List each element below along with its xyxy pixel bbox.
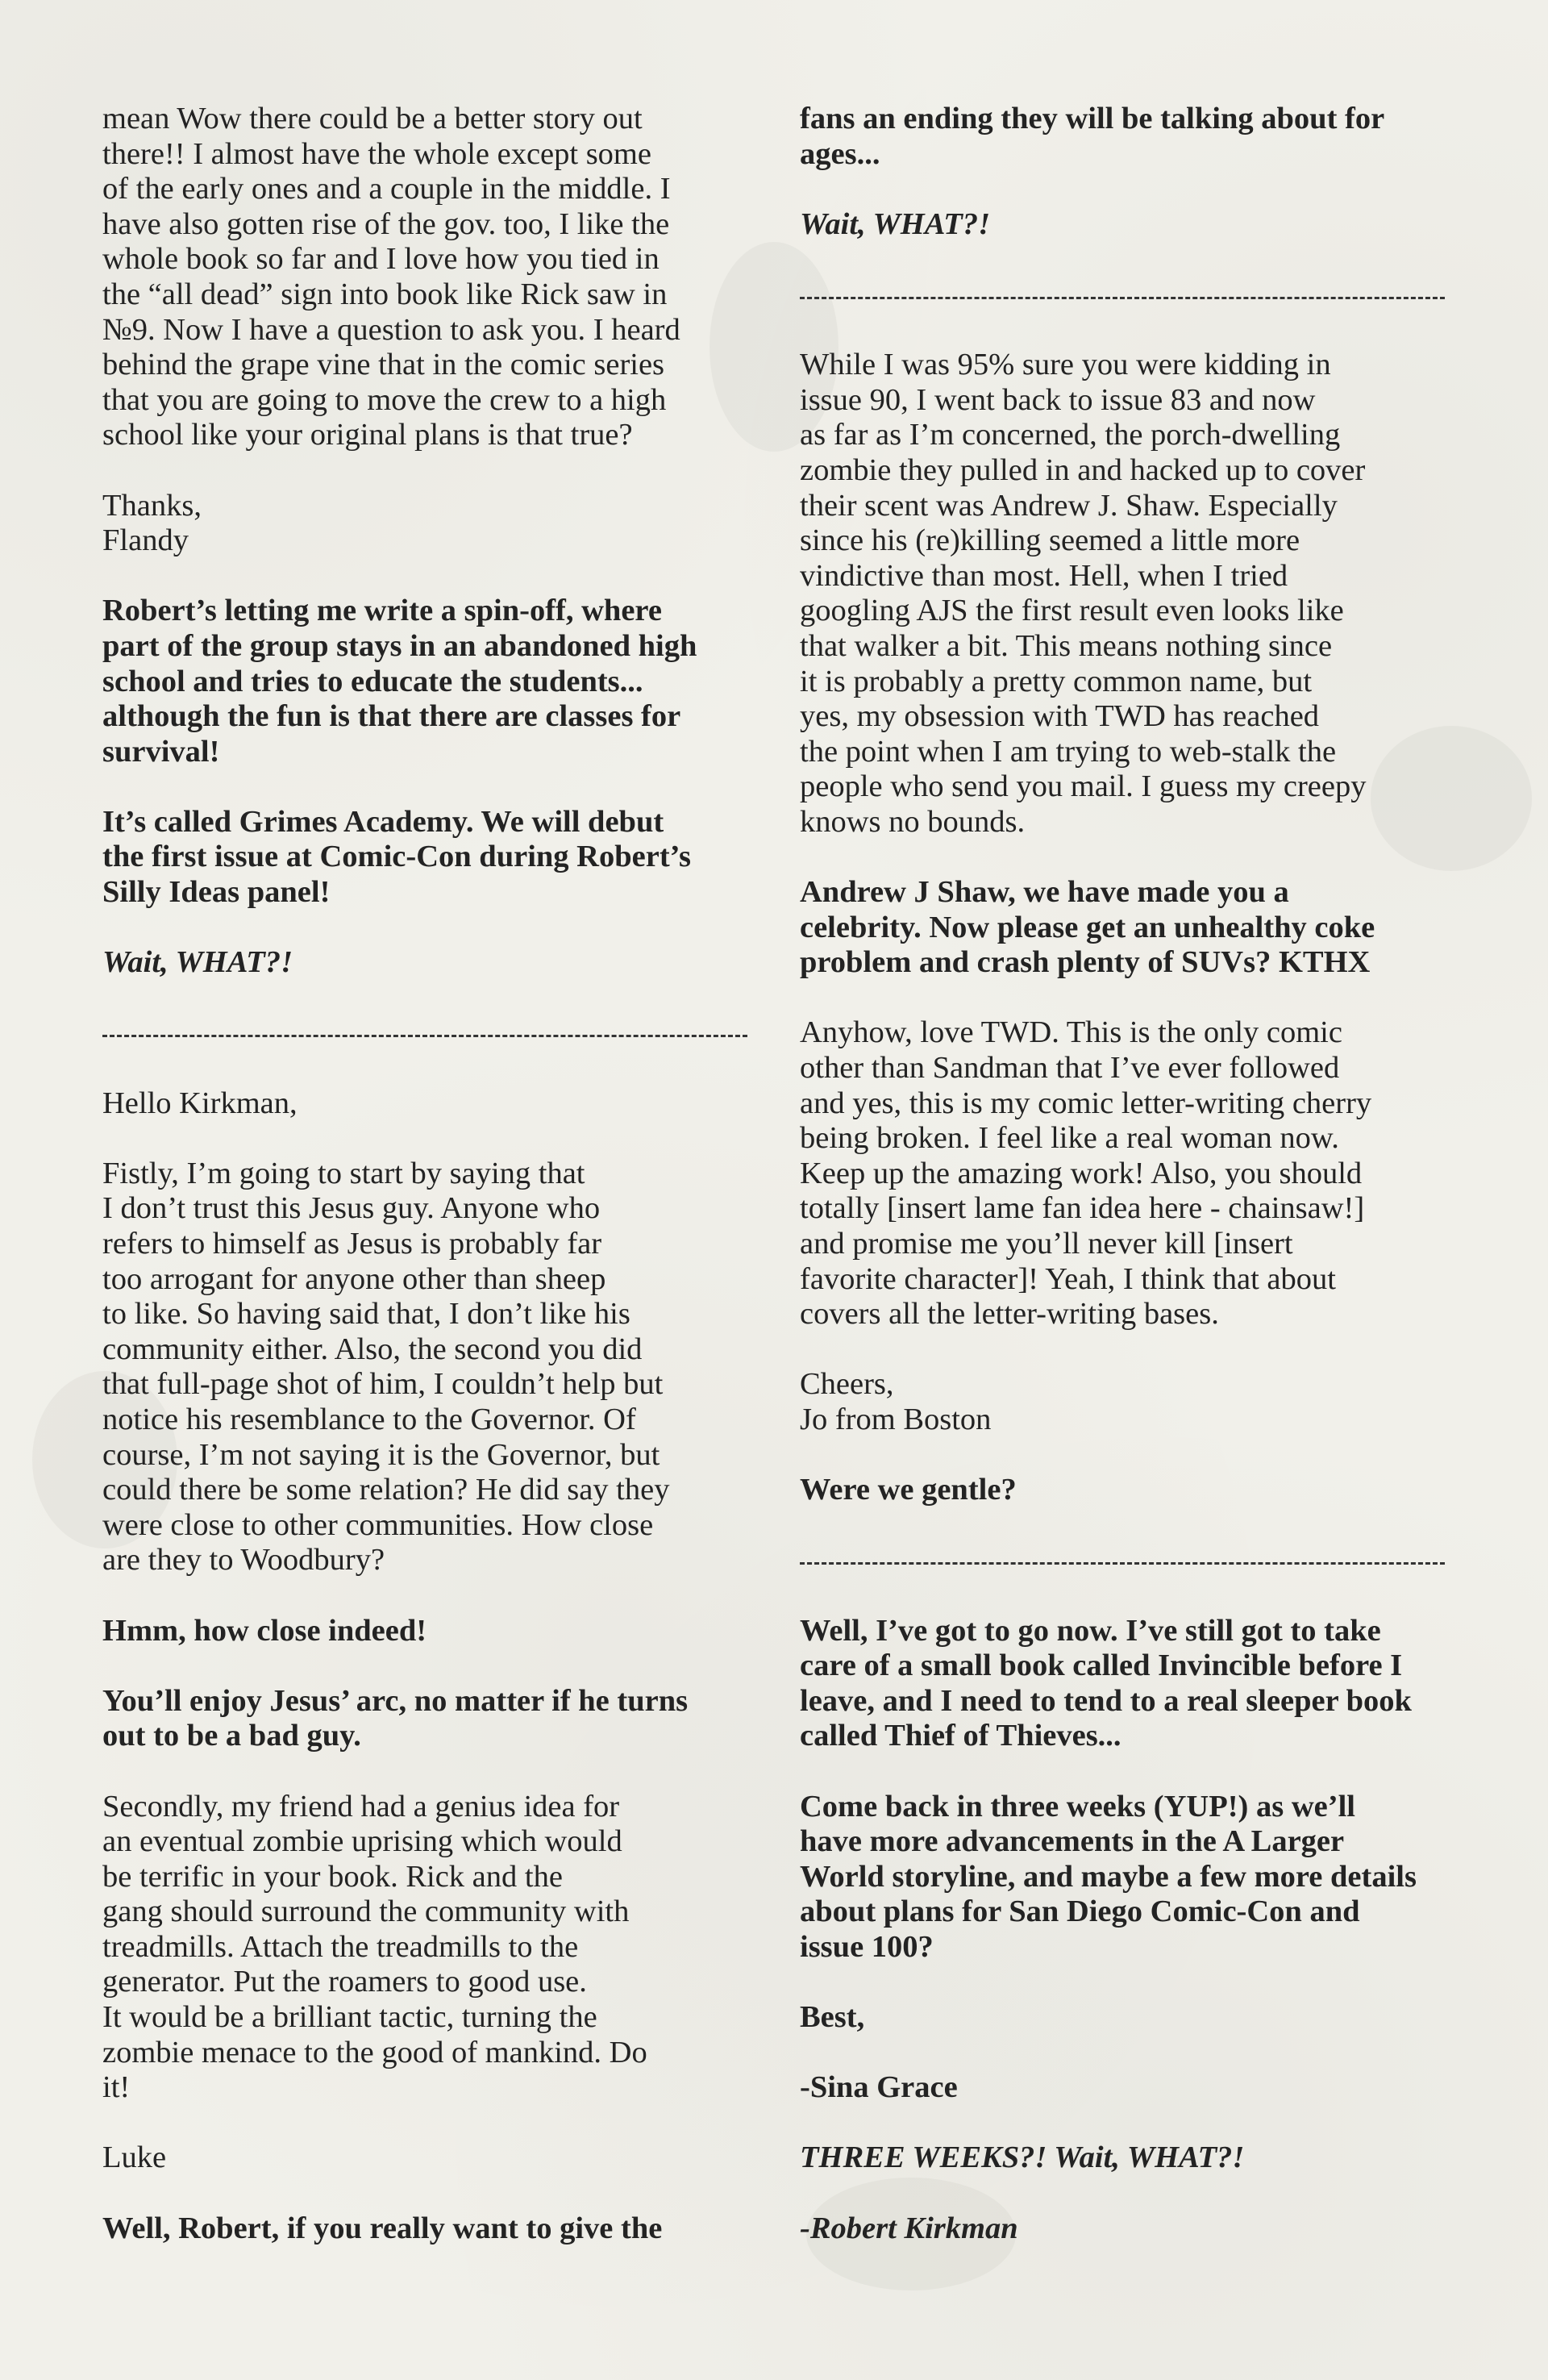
editor-reply: It’s called Grimes Academy. We will debut the first issue at Comic-Con during Robert’s Silly Ideas panel! <box>102 804 692 910</box>
letter-paragraph: mean Wow there could be a better story out there!! I almost have the whole except some of the early ones and a couple in the middle. I have also gotten rise of the gov. too, I like the whole book so far and I love how you tied in the “all dead” sign into book like Rick saw in №9. Now I have a question to ask you. I heard behind the grape vine that in the comic series that you are going to move the crew to a high school like your original plans is that true? <box>102 102 680 452</box>
editor-reply: Hmm, how close indeed! <box>102 1613 427 1648</box>
editor-reply: fans an ending they will be talking about for ages... <box>800 102 1385 171</box>
letter-signature: Luke <box>102 2140 167 2175</box>
closing-salutation: Best, <box>800 2000 865 2035</box>
letter-paragraph: Secondly, my friend had a genius idea for an eventual zombie uprising which would be terrific in your book. Rick and the gang should surround the community with treadmills. Attach the treadmills to the generator. Put the roamers to good use. It would be a brilliant tactic, turning the zombie menace to the good of mankind. Do it! <box>102 1789 647 2105</box>
letter-paragraph: Fistly, I’m going to start by saying that I don’t trust this Jesus guy. Anyone who refers to himself as Jesus is probably far too arrogant for anyone other than sheep to like. So having said that, I don’t like his community either. Also, the second you did that full-page shot of him, I couldn’t help but notice his resemblance to the Governor. Of course, I’m not saying it is the Governor, but could there be some relation? He did say they were close to other communities. How close are they to Woodbury? <box>102 1156 670 1578</box>
letter-paragraph: While I was 95% sure you were kidding in issue 90, I went back to issue 83 and now as far as I’m concerned, the porch-dwelling zombie they pulled in and hacked up to cover their scent was Andrew J. Shaw. Especially since his (re)killing seemed a little more vindictive than most. Hell, when I tried googling AJS the first result even looks like that walker a bit. This means nothing since it is probably a pretty common name, but yes, my obsession with TWD has reached the point when I am trying to web-stalk the people who send you mail. I guess my creepy knows no bounds. <box>800 348 1367 839</box>
closing-signature: -Robert Kirkman <box>800 2211 1018 2245</box>
section-divider <box>800 1543 1445 1578</box>
right-column <box>800 102 1445 2246</box>
editor-tagline: THREE WEEKS?! Wait, WHAT?! <box>800 2140 1245 2175</box>
editor-reply: You’ll enjoy Jesus’ arc, no matter if he turns out to be a bad guy. <box>102 1683 689 1753</box>
closing-paragraph: Well, I’ve got to go now. I’ve still got to take care of a small book called Invincible before I leave, and I need to tend to a real sleeper book called Thief of Thieves... <box>800 1613 1412 1753</box>
letter-greeting: Hello Kirkman, <box>102 1086 298 1120</box>
editor-reply: Were we gentle? <box>800 1473 1017 1507</box>
section-divider <box>102 1015 747 1051</box>
closing-signature: -Sina Grace <box>800 2070 958 2105</box>
closing-paragraph: Come back in three weeks (YUP!) as we’ll have more advancements in the A Larger World storyline, and maybe a few more details about plans for San Diego Comic-Con and issue 100? <box>800 1789 1417 1964</box>
section-divider <box>800 277 1445 313</box>
editor-tagline: Wait, WHAT?! <box>800 206 991 241</box>
letter-signature: Cheers, Jo from Boston <box>800 1367 992 1436</box>
left-column <box>102 102 747 2246</box>
editor-reply: Well, Robert, if you really want to give the <box>102 2211 663 2245</box>
editor-reply: Robert’s letting me write a spin-off, where part of the group stays in an abandoned high school and tries to educate the students... although the fun is that there are classes for survival! <box>102 594 697 769</box>
editor-tagline: Wait, WHAT?! <box>102 945 293 980</box>
letter-signature: Thanks, Flandy <box>102 488 202 558</box>
editor-reply: Andrew J Shaw, we have made you a celebrity. Now please get an unhealthy coke problem and crash plenty of SUVs? KTHX <box>800 875 1375 980</box>
letter-paragraph: Anyhow, love TWD. This is the only comic other than Sandman that I’ve ever followed and yes, this is my comic letter-writing cherry being broken. I feel like a real woman now. Keep up the amazing work! Also, you should totally [insert lame fan idea here - chainsaw!] and promise me you’ll never kill [insert favorite character]! Yeah, I think that about covers all the letter-writing bases. <box>800 1015 1372 1332</box>
